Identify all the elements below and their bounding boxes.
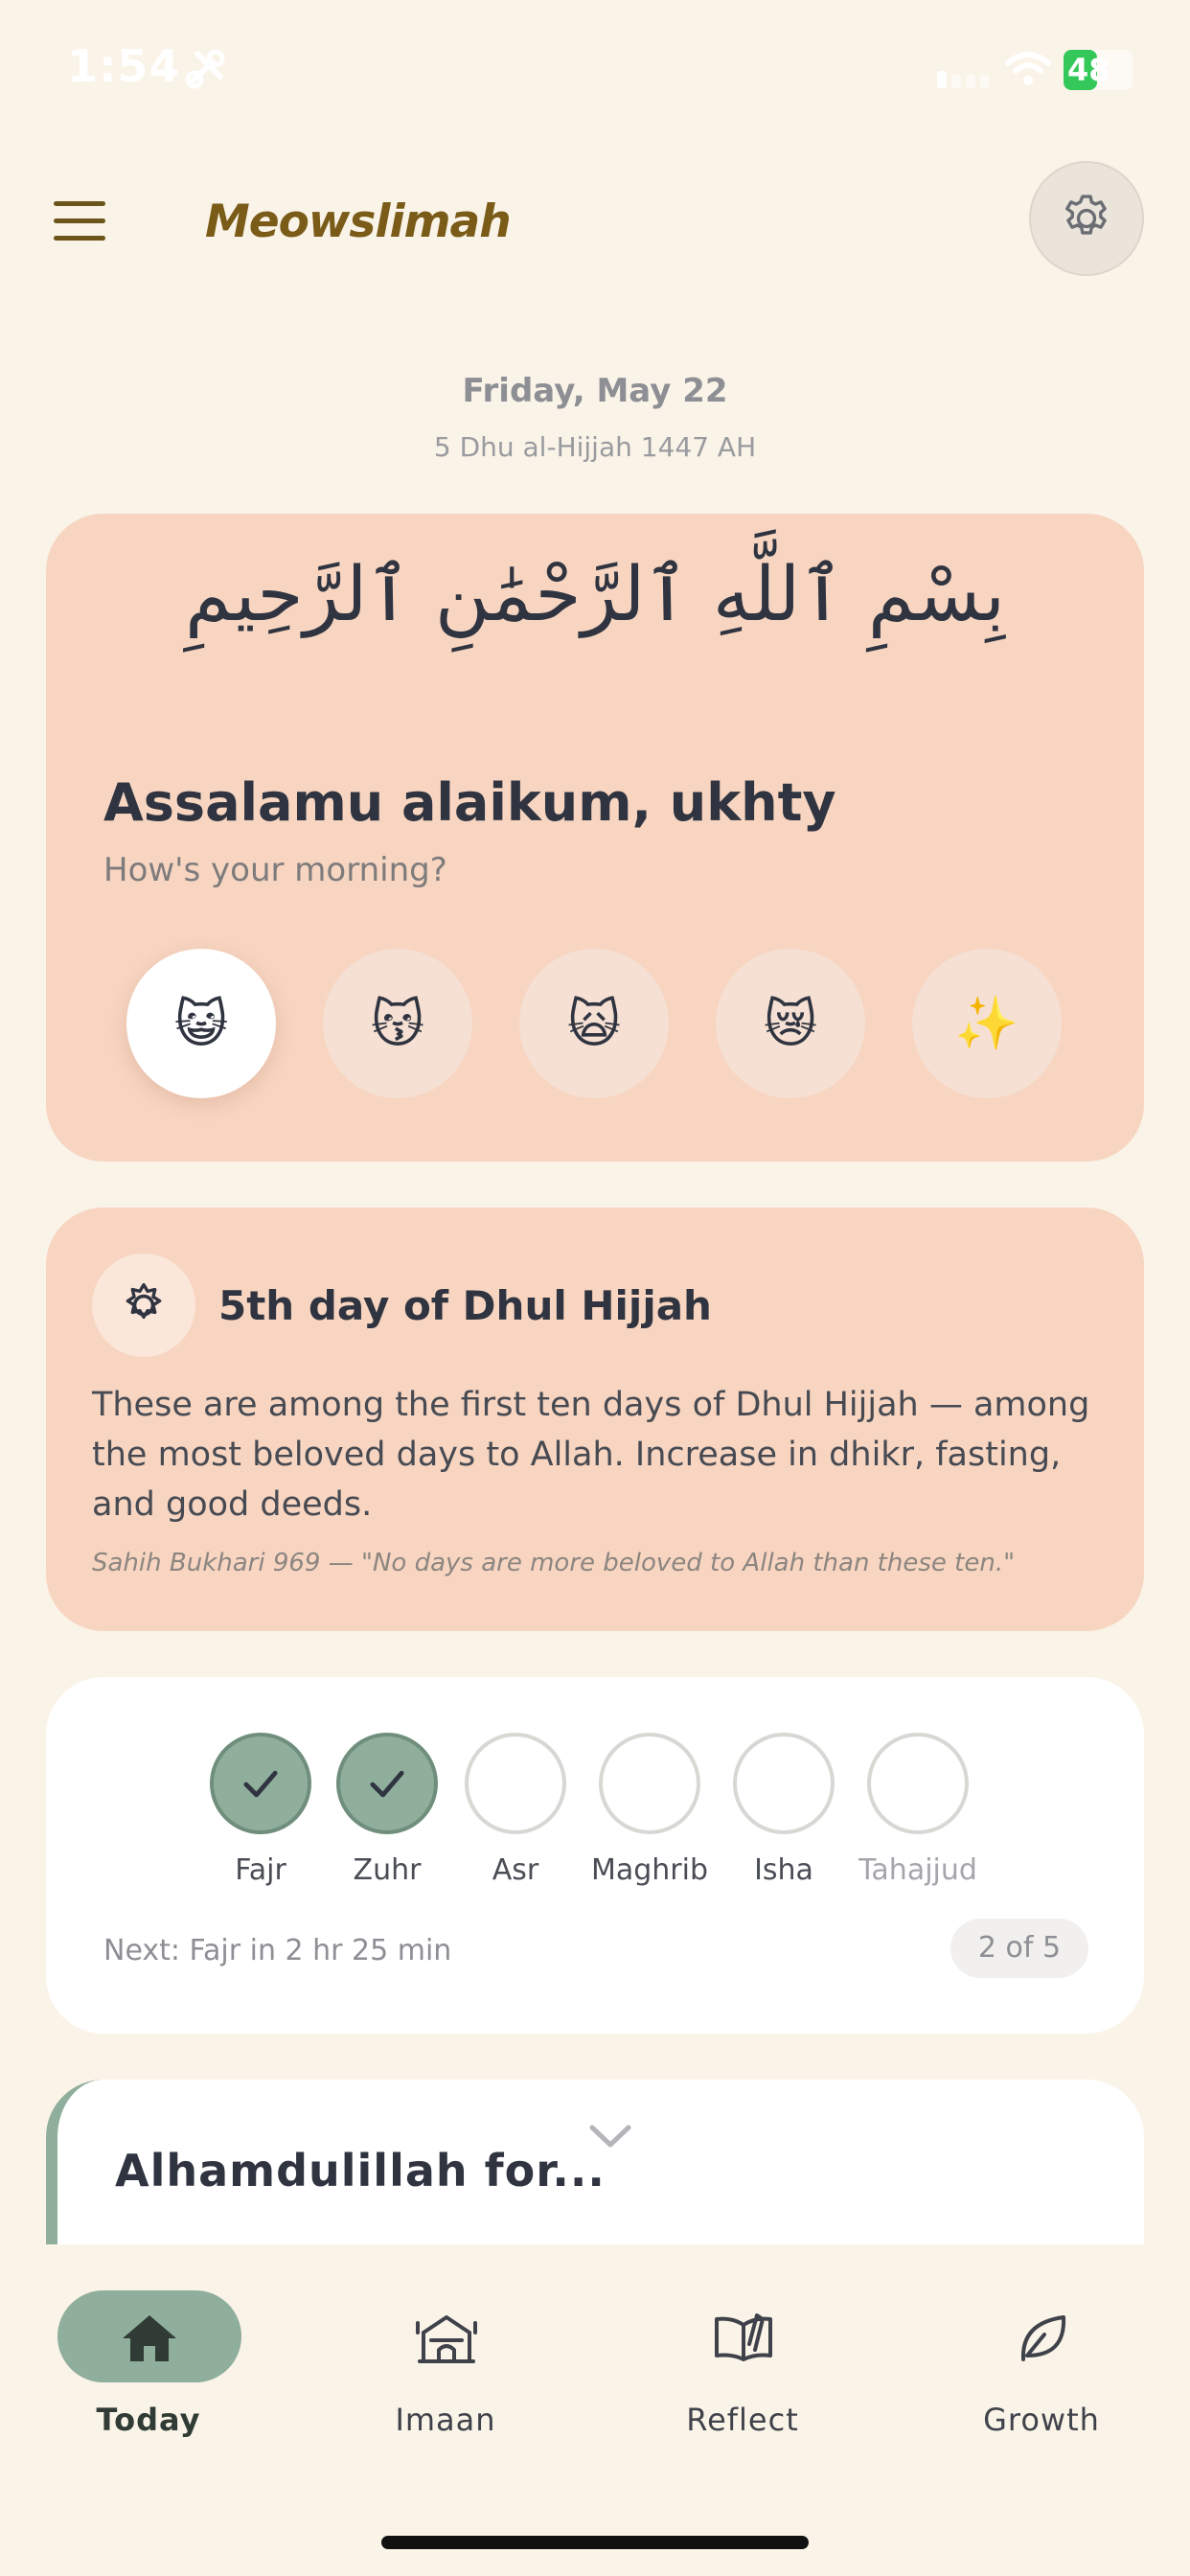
gear-icon (1059, 191, 1114, 246)
prayer-tracker-card (46, 1677, 1144, 2034)
hijri-date: 5 Dhu al-Hijjah 1447 AH (433, 431, 757, 463)
mosque-icon (414, 2312, 479, 2365)
greeting-subtitle: How's your morning? (103, 851, 447, 889)
mood-button-sad[interactable] (716, 949, 865, 1098)
prayer-maghrib[interactable] (583, 1733, 717, 1896)
kissing-cat-emoji: 😽 (370, 993, 425, 1054)
settings-button[interactable] (1029, 161, 1144, 276)
prayer-checkbox (867, 1733, 969, 1834)
cellular-signal-icon (937, 71, 991, 88)
prayer-checkbox (599, 1733, 700, 1834)
prayer-checkbox (336, 1733, 438, 1834)
dhul-hijjah-title: 5th day of Dhul Hijjah (218, 1282, 712, 1329)
home-icon (117, 2312, 182, 2365)
prayer-label: Fajr (235, 1853, 286, 1887)
tab-imaan[interactable] (326, 2290, 565, 2444)
prayer-tahajjud[interactable] (851, 1733, 985, 1896)
prayer-checkbox (733, 1733, 835, 1834)
mood-button-anxious[interactable] (519, 949, 669, 1098)
happy-cat-emoji: 😺 (173, 993, 229, 1054)
checkmark-icon (362, 1759, 412, 1808)
crying-cat-emoji: 😿 (763, 993, 818, 1054)
prayer-label: Isha (754, 1853, 813, 1887)
prayer-fajr[interactable] (194, 1733, 328, 1896)
status-time: 1:54 (67, 40, 181, 92)
battery-indicator (1064, 50, 1133, 90)
battery-level: 48 (1067, 52, 1110, 88)
tab-label: Imaan (395, 2402, 496, 2438)
gratitude-title: Alhamdulillah for... (115, 2145, 606, 2196)
prayer-label: Asr (492, 1853, 539, 1887)
status-bar (0, 0, 1190, 144)
prayer-label: Zuhr (353, 1853, 422, 1887)
prayer-row (46, 1733, 1144, 1896)
prayer-count-badge: 2 of 5 (950, 1919, 1088, 1978)
home-indicator[interactable] (381, 2536, 809, 2549)
mood-button-content[interactable] (323, 949, 472, 1098)
dhul-hijjah-icon-badge (92, 1254, 195, 1357)
prayer-checkbox (465, 1733, 566, 1834)
tab-today[interactable] (29, 2290, 268, 2444)
tools-icon (184, 48, 226, 90)
prayer-checkbox (210, 1733, 311, 1834)
hadith-citation: Sahih Bukhari 969 — "No days are more beloved to Allah than these ten." (92, 1549, 1016, 1577)
prayer-isha[interactable] (717, 1733, 851, 1896)
tab-label: Growth (983, 2402, 1100, 2438)
greeting-title: Assalamu alaikum, ukhty (103, 772, 836, 833)
wifi-icon (1004, 50, 1052, 88)
sparkles-emoji: ✨ (954, 993, 1019, 1053)
mood-button-happy[interactable] (126, 949, 276, 1098)
tab-bar (0, 2244, 1190, 2576)
next-prayer-text: Next: Fajr in 2 hr 25 min (103, 1934, 452, 1967)
weary-cat-emoji: 🙀 (566, 993, 622, 1054)
sun-icon (118, 1279, 170, 1331)
prayer-asr[interactable] (448, 1733, 583, 1896)
tab-label: Today (96, 2402, 201, 2438)
dhul-hijjah-card[interactable] (46, 1208, 1144, 1631)
prayer-label: Tahajjud (858, 1853, 977, 1887)
leaf-icon (1010, 2312, 1075, 2365)
dhul-hijjah-body: These are among the first ten days of Dhul Hijjah — among the most beloved days to Allah. Increase in dhikr, fasting, and good deeds. (92, 1386, 1090, 1524)
mood-button-sparkles[interactable] (912, 949, 1062, 1098)
checkmark-icon (236, 1759, 286, 1808)
tab-label: Reflect (686, 2402, 799, 2438)
mood-selector (126, 949, 1085, 1102)
menu-button[interactable] (50, 199, 111, 242)
tab-reflect[interactable] (623, 2290, 862, 2444)
prayer-label: Maghrib (590, 1853, 709, 1887)
gregorian-date: Friday, May 22 (462, 372, 728, 410)
tab-growth[interactable] (922, 2290, 1161, 2444)
header (0, 144, 1190, 297)
greeting-card (46, 514, 1144, 1162)
app-title: Meowslimah (205, 196, 511, 248)
bismillah-text: بِسْمِ ٱللَّهِ ٱلرَّحْمَٰنِ ٱلرَّحِيمِ (184, 552, 1006, 638)
open-book-icon (711, 2312, 776, 2365)
prayer-zuhr[interactable] (320, 1733, 454, 1896)
